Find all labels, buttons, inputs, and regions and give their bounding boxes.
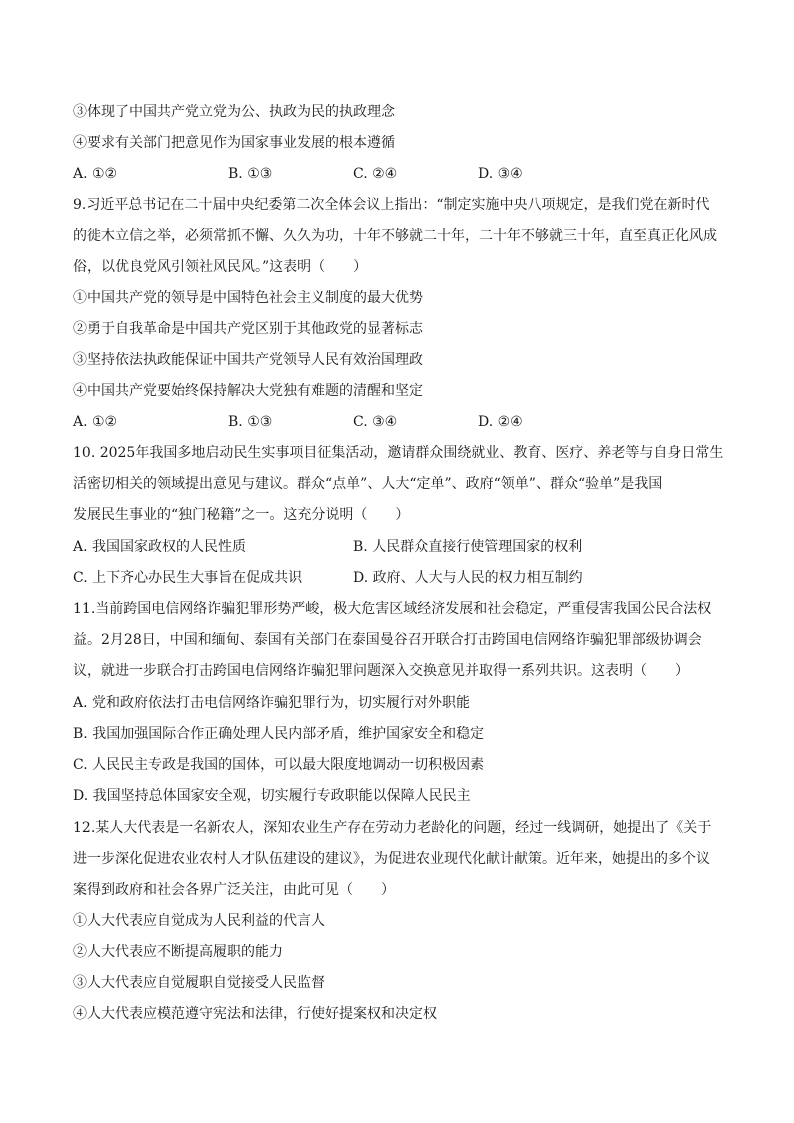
- prev-option-c: C. ②④: [353, 166, 398, 182]
- q12-stem-line-2: 进一步深化促进农业农村人才队伍建设的建议》，为促进农业现代化献计献策。近年来，她提出的多个议: [73, 851, 710, 867]
- q9-option-c: C. ③④: [353, 414, 398, 430]
- q11-option-a: A. 党和政府依法打击电信网络诈骗犯罪行为，切实履行对外职能: [73, 695, 471, 711]
- prev-option-a: A. ①②: [73, 166, 118, 182]
- q10-stem-line-2: 活密切相关的领域提出意见与建议。群众“点单”、人大“定单”、政府“领单”、群众“验单”是我国: [73, 476, 663, 492]
- q10-stem-line-3: 发展民生事业的“独门秘籍”之一。这充分说明（ ）: [73, 507, 410, 523]
- q12-stem-line-1: 12.某人大代表是一名新农人，深知农业生产存在劳动力老龄化的问题，经过一线调研，她提出了《关于: [73, 820, 712, 836]
- q9-statement-2: ②勇于自我革命是中国共产党区别于其他政党的显著标志: [73, 321, 423, 337]
- q10-option-b: B. 人民群众直接行使管理国家的权利: [353, 539, 583, 555]
- q9-stem-line-2: 的徙木立信之举，必须常抓不懈、久久为功，十年不够就二十年，二十年不够就三十年，直至真正化风成: [73, 228, 717, 244]
- q12-stem-line-3: 案得到政府和社会各界广泛关注，由此可见（ ）: [73, 882, 395, 898]
- q11-option-b: B. 我国加强国际合作正确处理人民内部矛盾，维护国家安全和稳定: [73, 726, 485, 742]
- q12-statement-4: ④人大代表应模范遵守宪法和法律，行使好提案权和决定权: [73, 1006, 437, 1022]
- q9-option-b: B. ①③: [228, 414, 273, 430]
- q9-option-a: A. ①②: [73, 414, 118, 430]
- q10-option-c: C. 上下齐心办民生大事旨在促成共识: [73, 570, 303, 586]
- q11-stem-line-1: 11.当前跨国电信网络诈骗犯罪形势严峻，极大危害区域经济发展和社会稳定，严重侵害我国公民合法权: [73, 601, 712, 617]
- q9-statement-3: ③坚持依法执政能保证中国共产党领导人民有效治国理政: [73, 352, 423, 368]
- q11-stem-line-3: 议，就进一步联合打击跨国电信网络诈骗犯罪问题深入交换意见并取得一系列共识。这表明（ ）: [73, 663, 689, 679]
- q9-statement-1: ①中国共产党的领导是中国特色社会主义制度的最大优势: [73, 290, 423, 306]
- prev-option-b: B. ①③: [228, 166, 273, 182]
- prev-statement-3: ③体现了中国共产党立党为公、执政为民的执政理念: [73, 104, 395, 120]
- q10-stem-line-1: 10. 2025年我国多地启动民生实事项目征集活动，邀请群众围绕就业、教育、医疗、养老等与自身日常生: [73, 445, 723, 461]
- q10-option-d: D. 政府、人大与人民的权力相互制约: [353, 570, 583, 586]
- prev-option-d: D. ③④: [478, 166, 523, 182]
- q10-option-a: A. 我国国家政权的人民性质: [73, 539, 247, 555]
- q9-stem-line-1: 9.习近平总书记在二十届中央纪委第二次全体会议上指出：“制定实施中央八项规定，是我们党在新时代: [73, 197, 710, 213]
- prev-statement-4: ④要求有关部门把意见作为国家事业发展的根本遵循: [73, 135, 395, 151]
- q11-option-d: D. 我国坚持总体国家安全观，切实履行专政职能以保障人民民主: [73, 788, 471, 804]
- q9-stem-line-3: 俗，以优良党风引领社风民风。”这表明（ ）: [73, 259, 368, 275]
- q11-option-c: C. 人民民主专政是我国的国体，可以最大限度地调动一切积极因素: [73, 757, 485, 773]
- q12-statement-1: ①人大代表应自觉成为人民利益的代言人: [73, 913, 325, 929]
- q12-statement-3: ③人大代表应自觉履职自觉接受人民监督: [73, 975, 325, 991]
- q9-option-d: D. ②④: [478, 414, 523, 430]
- q11-stem-line-2: 益。2月28日，中国和缅甸、泰国有关部门在泰国曼谷召开联合打击跨国电信网络诈骗犯罪部级协调会: [73, 632, 702, 648]
- q12-statement-2: ②人大代表应不断提高履职的能力: [73, 944, 283, 960]
- q9-statement-4: ④中国共产党要始终保持解决大党独有难题的清醒和坚定: [73, 383, 423, 399]
